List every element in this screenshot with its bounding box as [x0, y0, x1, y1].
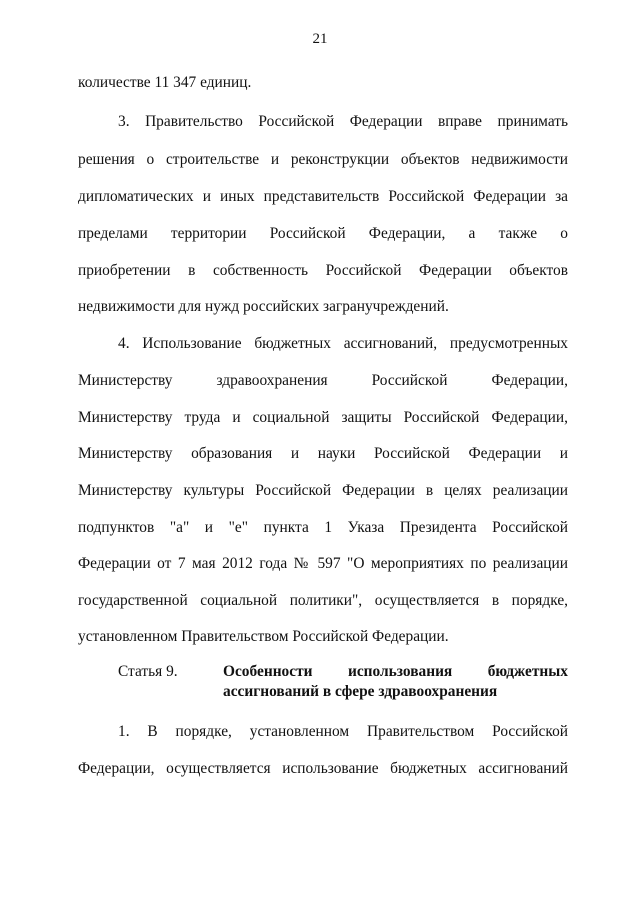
paragraph-4-line: установленном Правительством Российской Федерации. [78, 628, 449, 645]
paragraph-4-line: Министерству здравоохранения Российской Федерации, [78, 372, 568, 389]
paragraph-4-line: подпунктов "а" и "е" пункта 1 Указа Президента Российской [78, 519, 568, 536]
paragraph-3-line: приобретении в собственность Российской Федерации объектов [78, 262, 568, 279]
paragraph-4-line: Министерству труда и социальной защиты Российской Федерации, [78, 409, 568, 426]
article-title-line-1: Особенности использования бюджетных [223, 663, 568, 680]
article-9-paragraph-1-line: 1. В порядке, установленном Правительством Российской [118, 723, 568, 740]
paragraph-3-line: недвижимости для нужд российских загранучреждений. [78, 298, 449, 315]
paragraph-4-line: государственной социальной политики", осуществляется в порядке, [78, 592, 568, 609]
article-title-line-2: ассигнований в сфере здравоохранения [223, 683, 498, 700]
paragraph-3-line: пределами территории Российской Федерации, а также о [78, 225, 568, 242]
paragraph-4-line: Федерации от 7 мая 2012 года № 597 "О мероприятиях по реализации [78, 555, 568, 572]
article-9-paragraph-1-line: Федерации, осуществляется использование бюджетных ассигнований [78, 760, 568, 777]
paragraph-4-line: Министерству культуры Российской Федерации в целях реализации [78, 482, 568, 499]
page-number: 21 [312, 31, 328, 47]
paragraph-4-line: Министерству образования и науки Российской Федерации и [78, 445, 568, 462]
article-label: Статья 9. [118, 663, 178, 680]
paragraph-4-line: 4. Использование бюджетных ассигнований, предусмотренных [118, 335, 568, 352]
paragraph-3-line: дипломатических и иных представительств Российской Федерации за [78, 188, 568, 205]
paragraph-3-line: 3. Правительство Российской Федерации вправе принимать [118, 113, 568, 130]
paragraph-3-line: решения о строительстве и реконструкции объектов недвижимости [78, 151, 568, 168]
text-line: количестве 11 347 единиц. [78, 74, 252, 91]
